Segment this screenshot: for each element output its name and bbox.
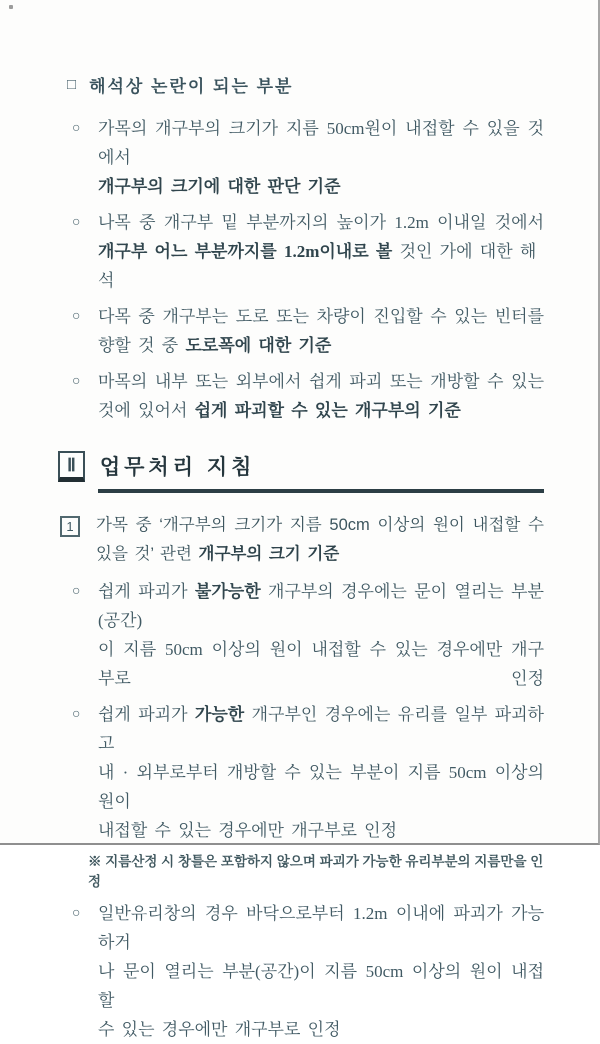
text-line — [96, 540, 544, 569]
s1-bullet-1 — [72, 114, 544, 201]
text-line — [98, 577, 544, 635]
text-line: 마목의 내부 또는 외부에서 쉽게 파괴 또는 개방할 수 있는 — [98, 372, 544, 391]
plain-text: 것에 있어서 — [98, 401, 195, 420]
circle-bullet-icon: ○ — [72, 374, 81, 389]
s2-bullet-1-text — [98, 577, 544, 693]
square-bullet-icon: □ — [67, 76, 77, 93]
s2-item-1-text — [96, 511, 544, 569]
text-line: 다목 중 개구부는 도로 또는 차량이 진입할 수 있는 빈터를 — [98, 307, 544, 326]
text-line: 내접할 수 있는 경우에만 개구부로 인정 — [98, 821, 398, 840]
section2-heading — [58, 451, 544, 493]
s1-bullet-4-text — [98, 367, 544, 425]
s1-bullet-2 — [72, 208, 544, 295]
s2-bullet-3-text — [98, 899, 544, 1044]
text-line — [98, 331, 544, 360]
s1-bullet-3 — [72, 302, 544, 360]
circle-bullet-icon: ○ — [72, 707, 81, 722]
section2-heading-text: 업무처리 지침 — [99, 456, 256, 479]
s2-bullet-2 — [72, 700, 544, 845]
scan-artifact-speck — [9, 5, 13, 9]
section2-title-rule — [98, 451, 544, 493]
plain-text: 것인 가에 대한 해석 — [98, 242, 537, 290]
s1-bullet-3-text — [98, 302, 544, 360]
plain-text: 개구부인 경우에는 유리를 일부 파괴하고 — [98, 705, 544, 753]
text-line: 내 · 외부로부터 개방할 수 있는 부분이 지름 50cm 이상의 원이 — [98, 763, 544, 811]
text-line: 일반유리창의 경우 바닥으로부터 1.2m 이내에 파괴가 가능하거 — [98, 904, 544, 952]
emphasis-text: 도로폭에 대한 기준 — [185, 336, 332, 355]
s1-bullet-2-text — [98, 208, 544, 295]
text-line — [98, 237, 544, 295]
emphasis-text: 개구부의 크기에 대한 판단 기준 — [98, 177, 341, 196]
text-line: 가목 중 ‘개구부의 크기가 지름 50cm 이상의 원이 내접할 수 — [96, 516, 544, 534]
roman-numeral-badge: Ⅱ — [58, 451, 85, 482]
section1-heading-text: 해석상 논란이 되는 부분 — [89, 77, 294, 96]
s2-bullet-2-text — [98, 700, 544, 845]
emphasis-text: 불가능한 — [194, 582, 261, 601]
emphasis-text: 개구부의 크기 기준 — [198, 545, 340, 563]
s1-bullet-4 — [72, 367, 544, 425]
emphasis-text: 가능한 — [194, 705, 245, 724]
text-line — [98, 700, 544, 758]
plain-text: 개구부의 경우에는 문이 열리는 부분(공간) — [98, 582, 544, 630]
circle-bullet-icon: ○ — [72, 906, 81, 921]
plain-text: 향할 것 중 — [98, 336, 186, 355]
section1-heading — [67, 72, 544, 97]
circle-bullet-icon: ○ — [72, 584, 81, 599]
circle-bullet-icon: ○ — [72, 121, 81, 136]
text-line: 수 있는 경우에만 개구부로 인정 — [98, 1020, 341, 1039]
circle-bullet-icon: ○ — [72, 215, 81, 230]
plain-text: 쉽게 파괴가 — [98, 705, 195, 724]
text-line: 나목 중 개구부 밑 부분까지의 높이가 1.2m 이내일 것에서 — [98, 213, 544, 232]
circle-bullet-icon: ○ — [72, 309, 81, 324]
text-line: 가목의 개구부의 크기가 지름 50cm원이 내접할 수 있을 것에서 — [98, 119, 544, 167]
boxed-number-icon: 1 — [60, 516, 80, 537]
text-line — [98, 172, 544, 201]
text-line: 이 지름 50cm 이상의 원이 내접할 수 있는 경우에만 개구부로 인정 — [98, 640, 544, 688]
text-line: 나 문이 열리는 부분(공간)이 지름 50cm 이상의 원이 내접할 — [98, 962, 544, 1010]
plain-text: 쉽게 파괴가 — [98, 582, 195, 601]
emphasis-text: 개구부 어느 부분까지를 1.2m이내로 볼 — [98, 242, 393, 261]
text-line — [98, 396, 544, 425]
s1-bullet-1-text — [98, 114, 544, 201]
plain-text: 있을 것’ 관련 — [96, 545, 199, 563]
s2-bullet-3 — [72, 899, 544, 1044]
emphasis-text: 쉽게 파괴할 수 있는 개구부의 기준 — [194, 401, 461, 420]
diameter-note: ※ 지름산정 시 창틀은 포함하지 않으며 파괴가 가능한 유리부분의 지름만을 인정 — [88, 854, 544, 889]
s2-item-1 — [60, 511, 544, 569]
s2-bullet-1 — [72, 577, 544, 693]
